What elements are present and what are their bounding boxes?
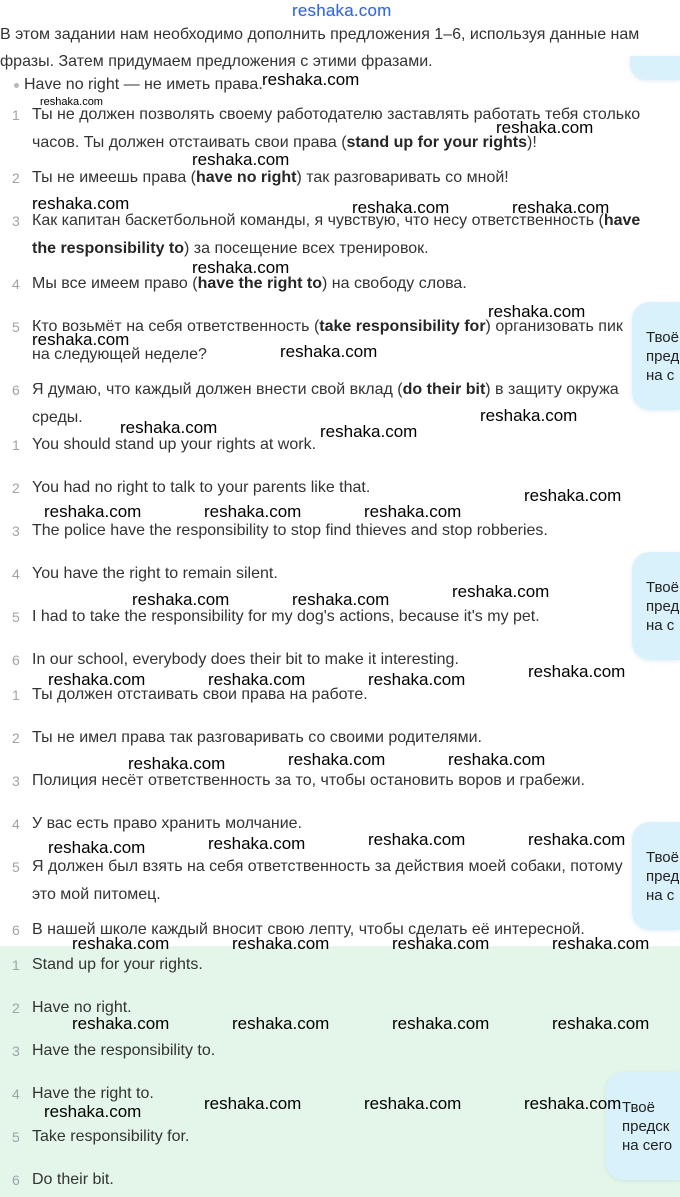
side-panel-text [632,822,680,905]
watermark: reshaka.com [512,198,610,217]
item-number: 1 [12,687,20,703]
item-number: 1 [12,957,20,973]
item-number: 5 [12,609,20,625]
watermark: reshaka.com [40,96,103,108]
side-panel-line: пред [646,868,680,885]
intro-text [0,21,680,75]
watermark: reshaka.com [368,670,466,689]
text-segment: ) на свободу слова. [322,275,467,292]
text-segment: Как капитан баскетбольной команды, я чувствую, что несу ответственность ( [32,212,604,229]
item-number: 2 [12,730,20,746]
watermark: reshaka.com [192,150,290,169]
watermark: reshaka.com [232,934,330,953]
watermark: reshaka.com [44,1102,142,1121]
item-number: 4 [12,566,20,582]
item-number: 5 [12,859,20,875]
text-segment: Ты не должен позволять своему работодателю заставлять работать тебя столько [32,106,641,123]
text-segment: The police have the responsibility to stop find thieves and stop robberies. [32,522,548,539]
item-text [32,1123,680,1151]
site-watermark: reshaka.com [292,1,392,20]
list-item [0,951,680,987]
watermark: reshaka.com [72,1014,170,1033]
list-item [0,853,680,909]
bullet-text: Have no right — не иметь права. [24,76,263,93]
item-number: 4 [12,816,20,832]
key-phrase: the responsibility to [32,240,185,257]
list-item [0,1123,680,1159]
side-panel[interactable] [632,822,680,930]
text-segment: Have the responsibility to. [32,1042,216,1059]
intro-line: фразы. Затем придумаем предложения с этими фразами. [0,53,433,70]
text-segment: In our school, everybody does their bit to make it interesting. [32,651,459,668]
watermark: reshaka.com [120,418,218,437]
item-text [32,164,680,192]
intro-line: В этом задании нам необходимо дополнить предложения 1–6, используя данные нам [0,26,640,43]
watermark: reshaka.com [262,70,360,89]
item-number: 4 [12,1086,20,1102]
text-segment: Кто возьмёт на себя ответственность ( [32,318,320,335]
side-panel[interactable] [632,302,680,410]
side-panel-line: предск [622,1118,670,1135]
side-panel-line: пред [646,598,680,615]
item-line [32,881,680,909]
key-phrase: stand up for your rights [346,134,527,151]
item-text [32,724,680,752]
item-line [32,1123,680,1151]
watermark: reshaka.com [288,750,386,769]
item-text [32,1037,680,1065]
text-segment: Ты должен отстаивать свои права на работе. [32,686,368,703]
text-segment: ) в защиту окружа [485,381,619,398]
text-segment: В нашей школе каждый вносит свою лепту, чтобы сделать её интересной. [32,921,585,938]
item-line [32,376,680,404]
watermark: reshaka.com [552,1014,650,1033]
item-number: 6 [12,652,20,668]
watermark: reshaka.com [448,750,546,769]
text-segment: среды. [32,409,83,426]
exercise-list [0,101,680,432]
text-segment: You should stand up your rights at work. [32,436,317,453]
watermark: reshaka.com [280,342,378,361]
list-item [0,517,680,553]
item-line [32,1166,680,1194]
list-item [0,1166,680,1194]
item-text [32,270,680,298]
text-segment: это мой питомец. [32,886,161,903]
exercise-list [0,951,680,1194]
side-panel-text [632,302,680,385]
text-segment: Ты не имеешь права ( [32,169,196,186]
watermark: reshaka.com [208,670,306,689]
text-segment: ) организовать пик [485,318,623,335]
watermark: reshaka.com [488,302,586,321]
item-number: 3 [12,523,20,539]
text-segment: Я думаю, что каждый должен внести свой вклад ( [32,381,403,398]
item-text [32,1166,680,1194]
item-line [32,270,680,298]
item-number: 1 [12,437,20,453]
text-segment: Stand up for your rights. [32,956,203,973]
key-phrase: take responsibility for [319,318,486,335]
watermark: reshaka.com [232,1014,330,1033]
side-panel-line: Твоё [646,329,679,346]
item-line [32,235,680,263]
side-panel[interactable] [632,552,680,660]
side-panel-line: Твоё [646,579,679,596]
side-panel-line: пред [646,348,680,365]
watermark: reshaka.com [128,754,226,773]
item-line [32,164,680,192]
text-segment: Do their bit. [32,1171,114,1188]
item-number: 3 [12,213,20,229]
side-panel[interactable] [606,1072,680,1180]
side-panel-line: на с [646,887,675,904]
text-segment: You have the right to remain silent. [32,565,278,582]
exercise-list [0,681,680,952]
watermark: reshaka.com [132,590,230,609]
watermark: reshaka.com [292,590,390,609]
item-number: 3 [12,1043,20,1059]
watermark: reshaka.com [496,118,594,137]
watermark: reshaka.com [524,1094,622,1113]
side-panel-text [632,552,680,635]
text-segment: You had no right to talk to your parents like that. [32,479,371,496]
watermark: reshaka.com [192,258,290,277]
item-number: 5 [12,319,20,335]
text-segment: )! [526,134,537,151]
item-number: 4 [12,276,20,292]
item-line [32,951,680,979]
watermark: reshaka.com [352,198,450,217]
item-number: 2 [12,480,20,496]
item-number: 3 [12,773,20,789]
watermark: reshaka.com [528,830,626,849]
list-item [0,1037,680,1073]
text-segment: Полиция несёт ответственность за то, чтобы остановить воров и грабежи. [32,772,585,789]
item-line [32,560,680,588]
bullet-icon [14,83,19,88]
watermark: reshaka.com [72,934,170,953]
item-number: 2 [12,170,20,186]
list-item [0,767,680,803]
text-segment: Have no right. [32,999,132,1016]
watermark: reshaka.com [32,330,130,349]
item-line [32,724,680,752]
watermark: reshaka.com [480,406,578,425]
watermark: reshaka.com [364,502,462,521]
text-segment: Take responsibility for. [32,1128,190,1145]
text-segment: Я должен был взять на себя ответственность за действия моей собаки, потому [32,858,623,875]
watermark: reshaka.com [208,834,306,853]
side-panel-line: на сего [622,1137,673,1154]
exercise-list [0,431,680,682]
text-segment: ) так разговаривать со мной! [296,169,509,186]
item-number: 5 [12,1129,20,1145]
item-number: 2 [12,1000,20,1016]
key-phrase: have [603,212,641,229]
watermark: reshaka.com [392,1014,490,1033]
text-segment: Мы все имеем право ( [32,275,198,292]
text-segment: У вас есть право хранить молчание. [32,815,302,832]
side-panel-line: Твоё [646,849,679,866]
side-panel-decor[interactable] [630,56,680,80]
side-panel-line: на с [646,367,675,384]
side-panel-line: Твоё [622,1099,655,1116]
item-text [32,853,680,909]
text-segment: ) за посещение всех тренировок. [184,240,429,257]
watermark: reshaka.com [368,830,466,849]
watermark: reshaka.com [32,194,130,213]
item-number: 6 [12,922,20,938]
item-text [32,951,680,979]
key-phrase: do their bit [402,381,486,398]
watermark: reshaka.com [524,486,622,505]
watermark: reshaka.com [48,670,146,689]
key-phrase: have the right to [197,275,323,292]
item-number: 1 [12,107,20,123]
watermark: reshaka.com [44,502,142,521]
key-phrase: have no right [196,169,297,186]
side-panel-line: на с [646,617,675,634]
item-text [32,560,680,588]
watermark: reshaka.com [452,582,550,601]
watermark: reshaka.com [528,662,626,681]
text-segment: Have the right to. [32,1085,154,1102]
item-number: 6 [12,1172,20,1188]
watermark: reshaka.com [48,838,146,857]
watermark: reshaka.com [204,1094,302,1113]
watermark: reshaka.com [204,502,302,521]
watermark: reshaka.com [392,934,490,953]
text-segment: на следующей неделе? [32,346,207,363]
item-number: 6 [12,382,20,398]
watermark: reshaka.com [364,1094,462,1113]
watermark: reshaka.com [552,934,650,953]
watermark: reshaka.com [320,422,418,441]
text-segment: Ты не имел права так разговаривать со своими родителями. [32,729,482,746]
item-line [32,1037,680,1065]
text-segment: I had to take the responsibility for my dog's actions, because it's my pet. [32,608,540,625]
list-item [0,270,680,306]
text-segment: часов. Ты должен отстаивать свои права ( [32,134,347,151]
